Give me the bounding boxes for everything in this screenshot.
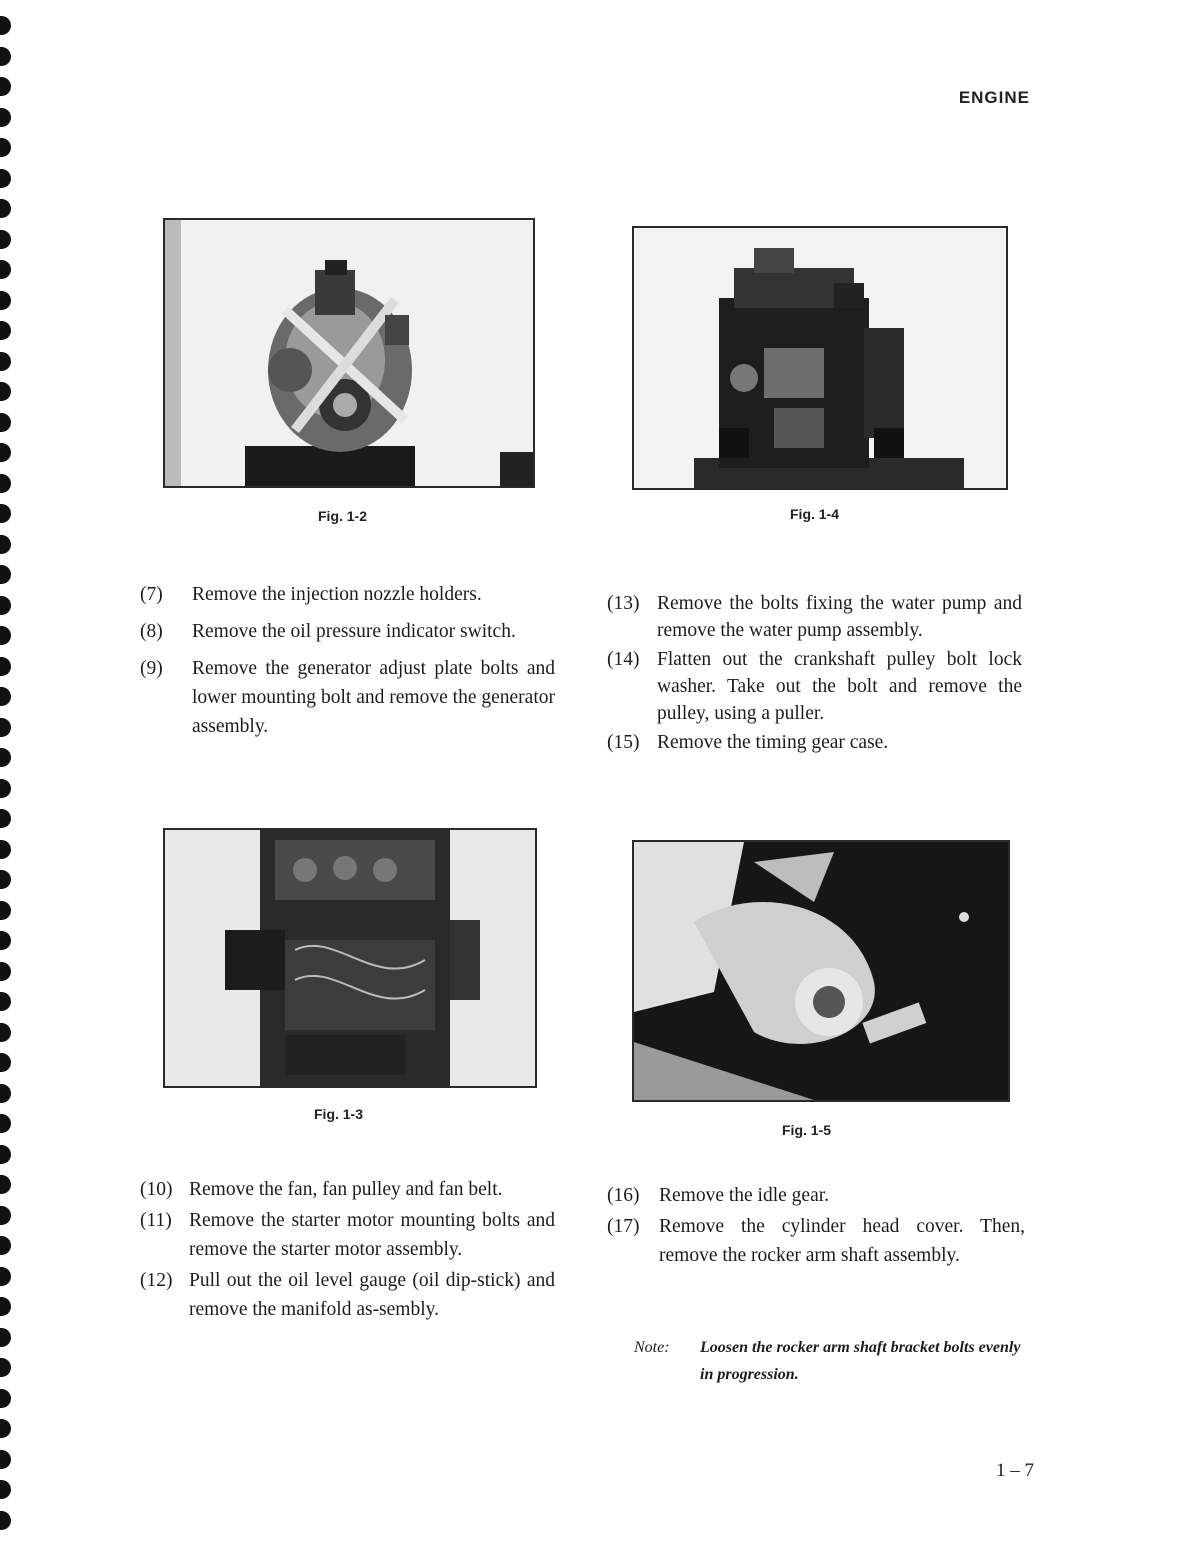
step-number: (10)	[140, 1179, 173, 1200]
binding-hole	[0, 169, 11, 188]
step-item	[607, 729, 1022, 756]
binding-hole	[0, 413, 11, 432]
figure-1-4-caption: Fig. 1-4	[790, 506, 840, 522]
step-item	[140, 654, 555, 741]
figure-1-2-caption: Fig. 1-2	[318, 508, 368, 524]
engine-front-photo	[165, 220, 533, 486]
binding-hole	[0, 474, 11, 493]
binding-hole	[0, 321, 11, 340]
binding-hole	[0, 352, 11, 371]
binding-hole	[0, 901, 11, 920]
figure-1-5-photo	[632, 840, 1010, 1102]
step-number: (9)	[140, 658, 163, 679]
step-number: (11)	[140, 1210, 172, 1231]
binding-hole	[0, 687, 11, 706]
step-item	[607, 1181, 1025, 1210]
binding-hole	[0, 382, 11, 401]
figure-1-4-photo	[632, 226, 1008, 490]
figure-1-2-photo	[163, 218, 535, 488]
binding-hole	[0, 1023, 11, 1042]
binding-holes	[0, 0, 22, 1544]
step-text: Pull out the oil level gauge (oil dip-stick) and remove the manifold as-sembly.	[189, 1270, 555, 1320]
timing-gear-photo	[634, 842, 1008, 1100]
step-number: (14)	[607, 649, 640, 670]
binding-hole	[0, 138, 11, 157]
step-text: Remove the timing gear case.	[657, 732, 889, 753]
steps-right-bottom	[607, 1181, 1025, 1278]
step-number: (15)	[607, 732, 640, 753]
binding-hole	[0, 657, 11, 676]
step-text: Remove the cylinder head cover. Then, remove the rocker arm shaft assembly.	[659, 1216, 1025, 1266]
figure-1-3-caption: Fig. 1-3	[314, 1106, 364, 1122]
engine-top-photo	[165, 830, 535, 1086]
engine-side-photo	[634, 228, 1006, 488]
step-text: Remove the generator adjust plate bolts and lower mounting bolt and remove the generator assembly.	[192, 658, 555, 737]
binding-hole	[0, 16, 11, 35]
step-item	[140, 617, 555, 646]
binding-hole	[0, 1084, 11, 1103]
step-text: Remove the oil pressure indicator switch.	[192, 621, 516, 642]
binding-hole	[0, 108, 11, 127]
binding-hole	[0, 1297, 11, 1316]
binding-hole	[0, 443, 11, 462]
binding-hole	[0, 931, 11, 950]
step-text: Remove the fan, fan pulley and fan belt.	[189, 1179, 503, 1200]
step-item	[607, 646, 1022, 727]
note-label: Note:	[634, 1339, 670, 1356]
steps-right-top	[607, 590, 1022, 764]
binding-hole	[0, 1480, 11, 1499]
step-item	[140, 580, 555, 609]
step-item	[140, 1206, 555, 1264]
binding-hole	[0, 260, 11, 279]
binding-hole	[0, 1419, 11, 1438]
binding-hole	[0, 565, 11, 584]
binding-hole	[0, 992, 11, 1011]
step-number: (16)	[607, 1185, 640, 1206]
section-header: ENGINE	[958, 88, 1030, 107]
figure-1-5-caption: Fig. 1-5	[782, 1122, 832, 1138]
step-item	[607, 590, 1022, 644]
page-number: 1 – 7	[996, 1460, 1034, 1481]
binding-hole	[0, 870, 11, 889]
binding-hole	[0, 1267, 11, 1286]
binding-hole	[0, 1236, 11, 1255]
binding-hole	[0, 596, 11, 615]
steps-left-top	[140, 580, 555, 749]
binding-hole	[0, 1328, 11, 1347]
binding-hole	[0, 1206, 11, 1225]
step-text: Remove the idle gear.	[659, 1185, 830, 1206]
binding-hole	[0, 962, 11, 981]
step-text: Remove the injection nozzle holders.	[192, 584, 482, 605]
binding-hole	[0, 230, 11, 249]
binding-hole	[0, 1511, 11, 1530]
binding-hole	[0, 291, 11, 310]
step-item	[607, 1212, 1025, 1270]
binding-hole	[0, 1389, 11, 1408]
steps-left-bottom	[140, 1175, 555, 1332]
binding-hole	[0, 779, 11, 798]
binding-hole	[0, 1358, 11, 1377]
step-text: Remove the bolts fixing the water pump and remove the water pump assembly.	[657, 593, 1022, 641]
binding-hole	[0, 840, 11, 859]
binding-hole	[0, 77, 11, 96]
binding-hole	[0, 504, 11, 523]
binding-hole	[0, 718, 11, 737]
binding-hole	[0, 1450, 11, 1469]
binding-hole	[0, 535, 11, 554]
note-text: Loosen the rocker arm shaft bracket bolts evenly in progression.	[700, 1339, 1021, 1383]
step-text: Flatten out the crankshaft pulley bolt lock washer. Take out the bolt and remove the pulley, using a puller.	[657, 649, 1022, 724]
binding-hole	[0, 626, 11, 645]
binding-hole	[0, 1053, 11, 1072]
step-number: (13)	[607, 593, 640, 614]
binding-hole	[0, 1145, 11, 1164]
figure-1-3-photo	[163, 828, 537, 1088]
step-number: (17)	[607, 1216, 640, 1237]
step-item	[140, 1175, 555, 1204]
step-number: (12)	[140, 1270, 173, 1291]
note	[634, 1334, 1024, 1388]
binding-hole	[0, 47, 11, 66]
step-number: (7)	[140, 584, 163, 605]
step-text: Remove the starter motor mounting bolts and remove the starter motor assembly.	[189, 1210, 555, 1260]
binding-hole	[0, 809, 11, 828]
binding-hole	[0, 1114, 11, 1133]
binding-hole	[0, 199, 11, 218]
step-item	[140, 1266, 555, 1324]
binding-hole	[0, 1175, 11, 1194]
step-number: (8)	[140, 621, 163, 642]
binding-hole	[0, 748, 11, 767]
